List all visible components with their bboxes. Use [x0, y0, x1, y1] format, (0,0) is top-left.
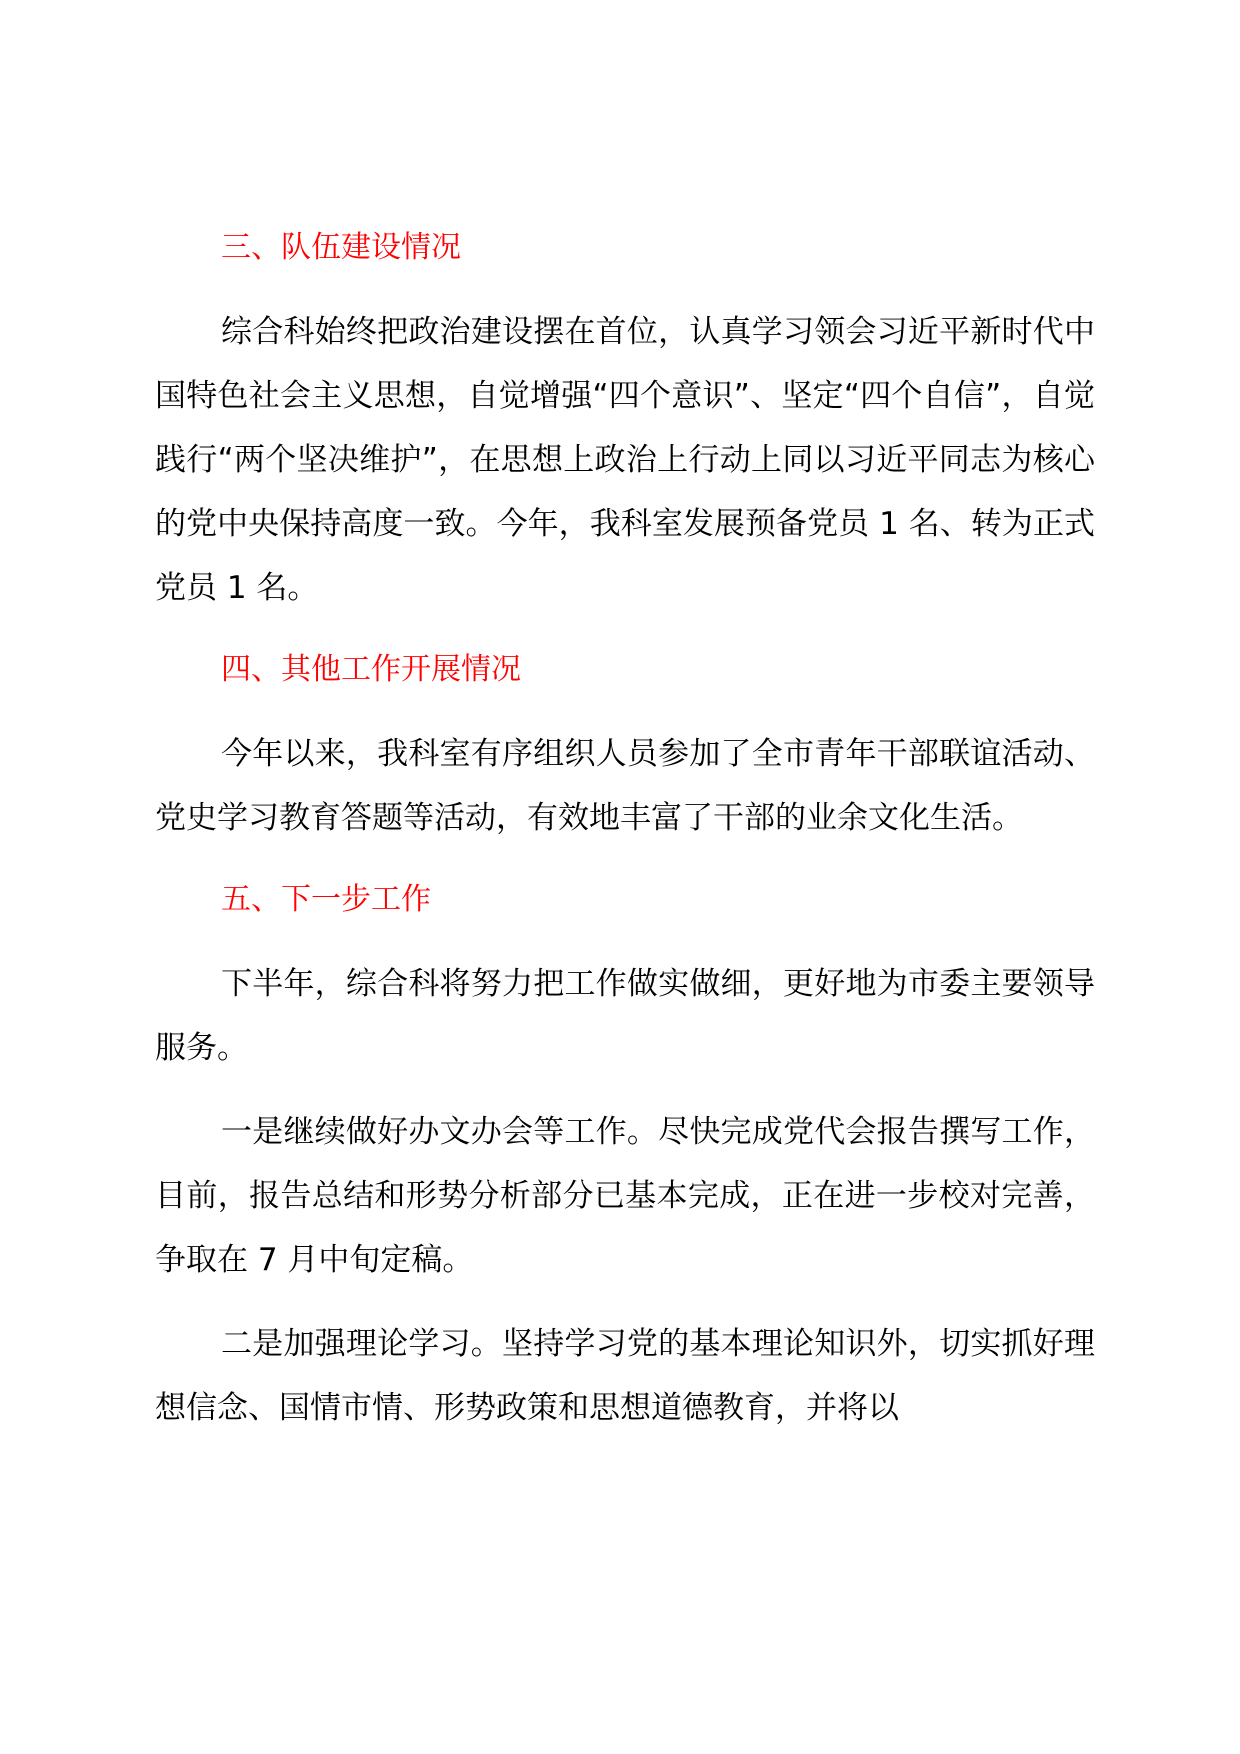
paragraph-next-steps-item-2: 二是加强理论学习。坚持学习党的基本理论知识外，切实抓好理想信念、国情市情、形势政策和思想道德教育，并将以: [155, 1326, 1095, 1426]
section-heading-team-building: 三、队伍建设情况: [221, 230, 461, 265]
paragraph-other-work: 今年以来，我科室有序组织人员参加了全市青年干部联谊活动、党史学习教育答题等活动，有效地丰富了干部的业余文化生活。: [155, 736, 1095, 836]
paragraph-team-building: 综合科始终把政治建设摆在首位，认真学习领会习近平新时代中国特色社会主义思想，自觉增强“四个意识”、坚定“四个自信”，自觉践行“两个坚决维护”，在思想上政治上行动上同以习近平同志为核心的党中央保持高度一致。今年，我科室发展预备党员 1 名、转为正式党员 1 名。: [155, 314, 1095, 606]
section-heading-next-steps: 五、下一步工作: [221, 882, 431, 917]
document-body: [155, 216, 1095, 1440]
paragraph-next-steps-intro: 下半年，综合科将努力把工作做实做细，更好地为市委主要领导服务。: [155, 966, 1095, 1066]
section-heading-other-work: 四、其他工作开展情况: [221, 652, 521, 687]
paragraph-next-steps-item-1: 一是继续做好办文办会等工作。尽快完成党代会报告撰写工作，目前，报告总结和形势分析部分已基本完成，正在进一步校对完善，争取在 7 月中旬定稿。: [155, 1114, 1095, 1278]
